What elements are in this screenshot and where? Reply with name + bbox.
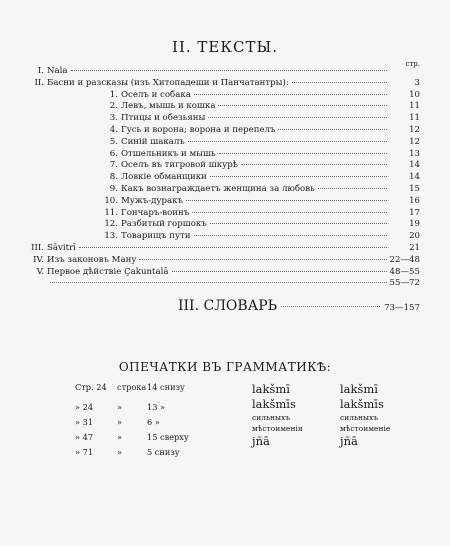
errata-correct-word: jñā (340, 434, 358, 448)
leader-dots (281, 306, 380, 307)
toc-entry-number: II. (34, 77, 44, 88)
toc-entry-number: IV. (33, 254, 44, 265)
toc-entry-number: 10. (104, 195, 118, 206)
toc-entry-number: 12. (104, 219, 118, 230)
toc-entry-title: Гусь и ворона; ворона и перепелъ (121, 124, 276, 135)
toc-entry-page: 55—72 (389, 278, 420, 289)
toc-entry (30, 101, 420, 113)
toc-entry-page: 22—48 (389, 254, 420, 265)
errata-line-word: » (117, 402, 123, 412)
toc-entry-page: 3 (414, 77, 420, 88)
leader-dots (241, 163, 387, 165)
toc-entry (30, 243, 420, 255)
toc-entry-number: I. (37, 66, 44, 76)
leader-dots (188, 140, 387, 142)
errata-correct-word: сильныхъ (340, 413, 379, 422)
toc-entry (30, 66, 420, 78)
toc-entry-number: 9. (109, 183, 118, 194)
errata-line-number: 15 сверху (147, 432, 189, 442)
toc-entry-page: 15 (409, 183, 420, 194)
errata-page: » 31 (75, 417, 94, 427)
leader-dots (139, 258, 386, 260)
toc-entry (30, 149, 420, 161)
toc-entry (30, 172, 420, 184)
errata-printed-word: мѣстоименія (252, 424, 303, 433)
toc-entry-number: 13. (104, 231, 118, 242)
toc-entry-title: Синій шакалъ (121, 136, 185, 147)
toc-entry (30, 231, 420, 243)
toc-entry-page: 11 (409, 113, 420, 124)
toc-entry-title: Ловкіе обманщики (121, 172, 207, 183)
errata-correct-column (340, 382, 430, 449)
toc-entry-page: 14 (409, 172, 420, 183)
toc-entry-title: Мужъ-дуракъ (121, 195, 183, 206)
toc-entry-title: Изъ законовъ Ману (47, 254, 137, 265)
toc-entry-number: 1. (109, 89, 118, 100)
errata-page: Стр. 24 (75, 382, 107, 392)
toc-entry-number: 2. (109, 101, 118, 112)
leader-dots (292, 81, 387, 83)
toc-entry-number: 11. (104, 207, 118, 218)
toc-entry-title: Оселъ и собака (121, 89, 191, 100)
toc-entry (30, 78, 420, 90)
errata-page: » 71 (75, 447, 94, 457)
toc-entry (30, 267, 420, 279)
errata-line-word: » (117, 432, 123, 442)
dictionary-entry (178, 298, 420, 314)
toc-entry-number: 3. (109, 113, 118, 124)
table-of-contents (30, 66, 420, 290)
errata-correct-word: lakšmī (340, 382, 378, 396)
toc-entry-page: 48—55 (389, 266, 420, 277)
toc-entry-page: 21 (409, 242, 420, 253)
leader-dots (186, 199, 387, 201)
errata-title: ОПЕЧАТКИ ВЪ ГРАММАТИКѢ: (118, 360, 332, 374)
toc-entry-number: 5. (109, 136, 118, 147)
toc-entry (30, 90, 420, 102)
leader-dots (194, 234, 387, 236)
toc-entry-title: Nala (47, 66, 68, 76)
toc-entry (30, 219, 420, 231)
toc-entry-title: Первое дѣйствіе Çakuntalā (47, 266, 169, 277)
toc-entry (30, 137, 420, 149)
toc-entry (30, 196, 420, 208)
toc-entry-number: 7. (109, 160, 118, 171)
toc-entry-title: Гончаръ-воинъ (121, 207, 190, 218)
errata-correct-word: мѣстоименіе (340, 424, 391, 433)
toc-entry-number: III. (31, 242, 44, 253)
toc-entry (30, 184, 420, 196)
errata-printed-column (252, 382, 342, 449)
errata-printed-word: jñā (252, 434, 270, 448)
errata-printed-word: lakšmīs (252, 397, 296, 411)
leader-dots (71, 69, 387, 71)
toc-entry-title: Отшельникъ и мышь (121, 148, 216, 159)
toc-entry-title: Оселъ въ тигровой шкурѣ (121, 160, 238, 171)
toc-entry (30, 125, 420, 137)
leader-dots (318, 187, 387, 189)
toc-entry-page: 13 (409, 148, 420, 159)
errata-correct-word: lakšmīs (340, 397, 384, 411)
errata-page: » 24 (75, 402, 94, 412)
toc-entry-page: 20 (409, 231, 420, 242)
errata-line-number: 13 » (147, 402, 166, 412)
leader-dots (210, 222, 387, 224)
toc-entry-page: 12 (409, 124, 420, 135)
errata-line-number: 6 » (147, 417, 160, 427)
dictionary-pages: 73—157 (384, 303, 420, 313)
toc-entry-page: 14 (409, 160, 420, 171)
toc-entry-page: 12 (409, 136, 420, 147)
toc-entry-title: Товарищъ пути (121, 231, 191, 242)
toc-entry-page: 10 (409, 89, 420, 100)
toc-entry-title: Левъ, мышь и кошка (121, 101, 216, 112)
errata-line-word: строка (117, 382, 147, 392)
toc-entry-page: 11 (409, 101, 420, 112)
toc-entry-title: Какъ вознаграждаетъ женщина за любовь (121, 183, 315, 194)
errata-line-word: » (117, 417, 123, 427)
leader-dots (192, 211, 387, 213)
toc-entry-title: Sāvitrī (47, 242, 76, 253)
leader-dots (79, 246, 387, 248)
toc-entry-number: 8. (109, 172, 118, 183)
errata-page: » 47 (75, 432, 94, 442)
toc-entry-page: 16 (409, 195, 420, 206)
toc-entry-title: Басни и разсказы (изъ Хитопадеши и Панчатантры): (47, 77, 289, 88)
toc-entry (30, 113, 420, 125)
toc-entry-page: 17 (409, 207, 420, 218)
toc-entry-number: 4. (109, 124, 118, 135)
toc-entry-title: Птицы и обезьяны (121, 113, 206, 124)
leader-dots (210, 175, 387, 177)
toc-entry-number: 6. (109, 148, 118, 159)
toc-entry (30, 208, 420, 220)
leader-dots (219, 152, 387, 154)
leader-dots (172, 270, 387, 272)
toc-entry (30, 160, 420, 172)
leader-dots (194, 93, 387, 95)
errata-line-word: » (117, 447, 123, 457)
section-heading-texts: II. ТЕКСТЫ. (172, 38, 278, 56)
errata-printed-word: lakšmī (252, 382, 290, 396)
toc-entry-number: V. (36, 266, 44, 277)
errata-printed-word: сильныхъ (252, 413, 291, 422)
leader-dots (278, 128, 387, 130)
toc-entry (30, 255, 420, 267)
toc-entry (30, 278, 420, 290)
dictionary-heading: III. СЛОВАРЬ (178, 298, 278, 314)
page-column-label: стр. (405, 60, 420, 68)
leader-dots (208, 116, 387, 118)
leader-dots (218, 104, 387, 106)
errata-line-number: 5 снизу (147, 447, 180, 457)
toc-entry-page: 19 (409, 219, 420, 230)
errata-line-number: 14 снизу (147, 382, 185, 392)
leader-dots (50, 281, 387, 283)
toc-entry-title: Разбитый горшокъ (121, 219, 207, 230)
